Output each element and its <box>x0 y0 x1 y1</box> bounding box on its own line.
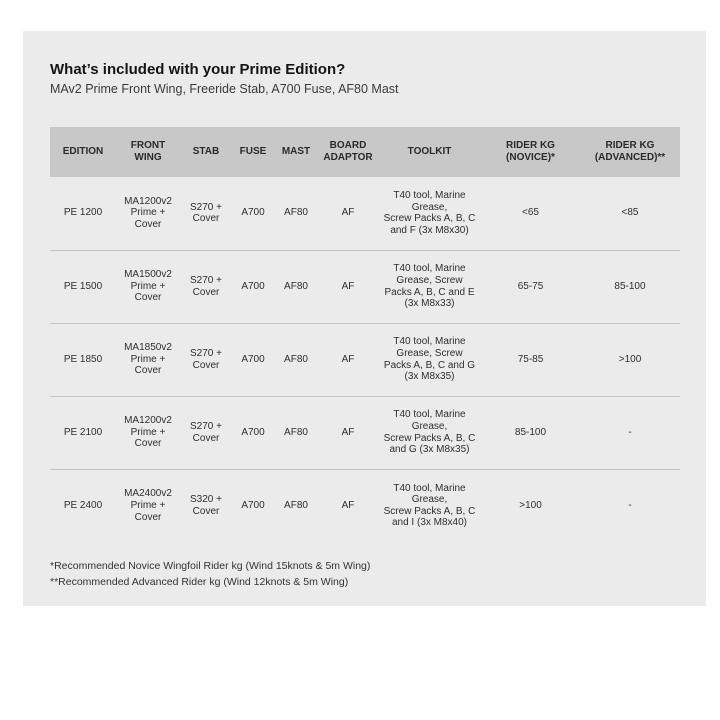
cell-mast: AF80 <box>274 177 318 250</box>
column-header-board-adaptor: BOARD ADAPTOR <box>318 127 378 177</box>
table-row <box>50 396 680 469</box>
cell-board-adaptor: AF <box>341 499 355 511</box>
cell-mast: AF80 <box>284 499 308 511</box>
footnotes <box>50 558 370 590</box>
page-subtitle: MAv2 Prime Front Wing, Freeride Stab, A700 Fuse, AF80 Mast <box>50 82 399 96</box>
column-header-rider-novice: RIDER KG (NOVICE)* <box>481 127 580 177</box>
cell-edition: PE 1200 <box>50 177 116 250</box>
cell-stab: S270 + Cover <box>180 396 232 469</box>
footnote-novice: *Recommended Novice Wingfoil Rider kg (Wind 15knots & 5m Wing) <box>50 560 371 572</box>
cell-rider-advanced: <85 <box>580 177 680 250</box>
prime-edition-table <box>50 127 680 542</box>
cell-mast: AF80 <box>274 323 318 396</box>
column-header-mast: MAST <box>274 127 318 177</box>
cell-rider-advanced: 85-100 <box>580 250 680 323</box>
cell-rider-novice: 85-100 <box>481 396 580 469</box>
cell-rider-novice: >100 <box>519 499 542 511</box>
cell-toolkit: T40 tool, Marine Grease, Screw Packs A, B, C and G (3x M8x35) <box>378 323 481 396</box>
cell-fuse: A700 <box>232 323 274 396</box>
cell-stab: S270 + Cover <box>180 323 232 396</box>
column-header-front-wing: FRONT WING <box>116 127 180 177</box>
cell-board-adaptor: AF <box>318 396 378 469</box>
cell-fuse: A700 <box>232 250 274 323</box>
cell-front-wing: MA1500v2 Prime + Cover <box>116 250 180 323</box>
column-header-edition: EDITION <box>50 127 116 177</box>
cell-board-adaptor: AF <box>318 323 378 396</box>
table-header-row <box>50 127 680 177</box>
column-header-fuse: FUSE <box>232 127 274 177</box>
cell-rider-advanced: - <box>580 396 680 469</box>
cell-front-wing: MA1200v2 Prime + Cover <box>116 396 180 469</box>
column-header-rider-advanced: RIDER KG (ADVANCED)** <box>580 127 680 177</box>
column-header-toolkit: TOOLKIT <box>378 127 481 177</box>
cell-front-wing: MA1850v2 Prime + Cover <box>116 323 180 396</box>
cell-rider-advanced: >100 <box>580 323 680 396</box>
cell-rider-novice: <65 <box>481 177 580 250</box>
table-row <box>50 250 680 323</box>
cell-rider-advanced: - <box>628 499 632 511</box>
cell-toolkit: T40 tool, Marine Grease, Screw Packs A, B, C and F (3x M8x30) <box>378 177 481 250</box>
cell-front-wing: MA2400v2 Prime + Cover <box>124 488 172 523</box>
table-row <box>50 469 680 542</box>
table-row <box>50 177 680 250</box>
cell-mast: AF80 <box>274 250 318 323</box>
cell-edition: PE 1850 <box>50 323 116 396</box>
cell-rider-novice: 75-85 <box>481 323 580 396</box>
cell-stab: S270 + Cover <box>180 250 232 323</box>
footnote-advanced: **Recommended Advanced Rider kg (Wind 12knots & 5m Wing) <box>50 576 349 588</box>
table-row <box>50 323 680 396</box>
cell-stab: S320 + Cover <box>190 494 222 517</box>
cell-front-wing: MA1200v2 Prime + Cover <box>116 177 180 250</box>
cell-toolkit: T40 tool, Marine Grease, Screw Packs A, B, C and E (3x M8x33) <box>378 250 481 323</box>
cell-fuse: A700 <box>241 499 265 511</box>
cell-fuse: A700 <box>232 396 274 469</box>
column-header-stab: STAB <box>180 127 232 177</box>
cell-edition: PE 2400 <box>63 499 103 511</box>
cell-toolkit: T40 tool, Marine Grease, Screw Packs A, B, C and I (3x M8x40) <box>383 482 476 529</box>
cell-stab: S270 + Cover <box>180 177 232 250</box>
prime-edition-panel <box>23 31 706 606</box>
cell-mast: AF80 <box>274 396 318 469</box>
cell-toolkit: T40 tool, Marine Grease, Screw Packs A, B, C and G (3x M8x35) <box>378 396 481 469</box>
cell-edition: PE 2100 <box>50 396 116 469</box>
cell-rider-novice: 65-75 <box>481 250 580 323</box>
cell-fuse: A700 <box>232 177 274 250</box>
page-title: What’s included with your Prime Edition? <box>50 61 346 78</box>
cell-board-adaptor: AF <box>318 250 378 323</box>
cell-edition: PE 1500 <box>50 250 116 323</box>
cell-board-adaptor: AF <box>318 177 378 250</box>
